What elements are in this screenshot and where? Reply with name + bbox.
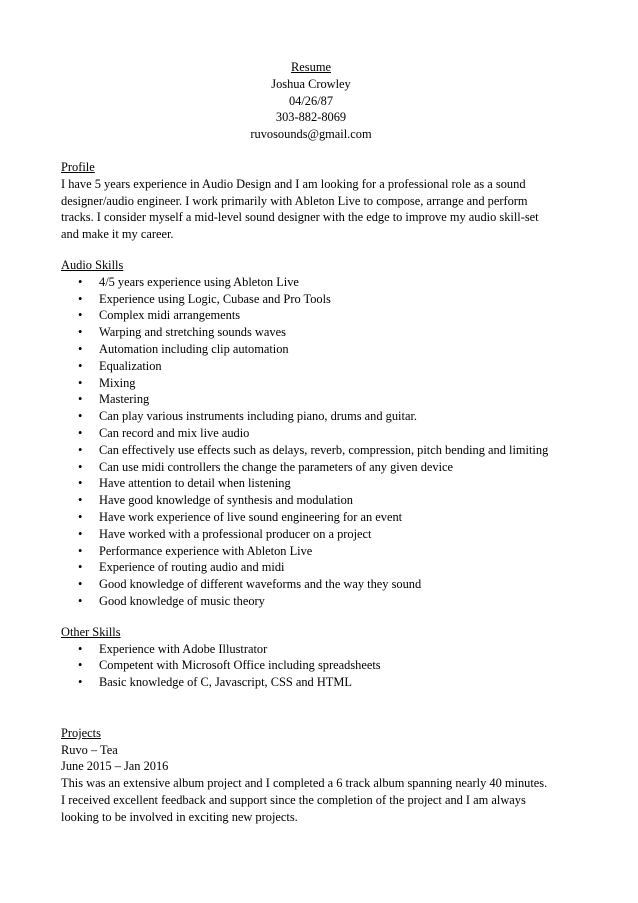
list-item [61,442,581,459]
bullet-icon: • [78,409,83,424]
list-item [61,391,581,408]
list-item-text: Complex midi arrangements [99,308,241,323]
list-item-text: Performance experience with Ableton Live [99,543,313,558]
list-item [61,341,581,358]
bullet-icon: • [78,291,83,306]
profile-line: and make it my career. [61,227,174,242]
list-item-text: Have worked with a professional producer on a project [99,526,372,541]
bullet-icon: • [78,509,83,524]
bullet-icon: • [78,526,83,541]
list-item-text: Equalization [99,358,162,373]
bullet-icon: • [78,593,83,608]
list-item [61,408,581,425]
list-item [61,559,581,576]
list-item-text: Automation including clip automation [99,341,289,356]
list-item-text: Can play various instruments including piano, drums and guitar. [99,409,417,424]
candidate-name: Joshua Crowley [271,76,351,91]
list-item-text: Experience using Logic, Cubase and Pro Tools [99,291,331,306]
bullet-icon: • [78,274,83,289]
list-item [61,274,581,291]
profile-line: tracks. I consider myself a mid-level sound designer with the edge to improve my audio skill-set [61,210,539,225]
resume-header [61,59,561,143]
project-description [61,775,571,825]
profile-line: designer/audio engineer. I work primarily with Ableton Live to compose, arrange and perform [61,193,528,208]
list-item [61,543,581,560]
list-item [61,641,581,658]
candidate-date: 04/26/87 [288,93,334,108]
list-item [61,657,581,674]
bullet-icon: • [78,459,83,474]
list-item [61,492,581,509]
list-item [61,674,581,691]
document-title: Resume [291,60,331,74]
list-item [61,291,581,308]
list-item [61,576,581,593]
other-skills-heading: Other Skills [61,624,121,639]
project-name: Ruvo – Tea [61,742,118,757]
project-line: looking to be involved in exciting new projects. [61,809,298,824]
list-item-text: Mastering [99,392,150,407]
bullet-icon: • [78,675,83,690]
bullet-icon: • [78,560,83,575]
project-line: This was an extensive album project and I completed a 6 track album spanning nearly 40 minutes. [61,776,548,791]
bullet-icon: • [78,476,83,491]
list-item-text: Can record and mix live audio [99,425,250,440]
bullet-icon: • [78,341,83,356]
list-item-text: Competent with Microsoft Office including spreadsheets [99,658,381,673]
project-dates: June 2015 – Jan 2016 [61,759,169,774]
bullet-icon: • [78,392,83,407]
list-item [61,459,581,476]
bullet-icon: • [78,493,83,508]
project-line: I received excellent feedback and support since the completion of the project and I am always [61,793,526,808]
bullet-icon: • [78,442,83,457]
bullet-icon: • [78,658,83,673]
bullet-icon: • [78,577,83,592]
resume-page [61,59,581,826]
bullet-icon: • [78,375,83,390]
list-item [61,509,581,526]
list-item-text: Have attention to detail when listening [99,476,291,491]
list-item-text: Basic knowledge of C, Javascript, CSS and HTML [99,675,352,690]
projects-heading: Projects [61,725,101,740]
list-item [61,324,581,341]
list-item-text: Warping and stretching sounds waves [99,325,286,340]
candidate-email: ruvosounds@gmail.com [250,127,372,142]
list-item-text: Experience of routing audio and midi [99,560,285,575]
list-item-text: Have work experience of live sound engineering for an event [99,509,403,524]
profile-heading: Profile [61,159,95,174]
list-item-text: Have good knowledge of synthesis and modulation [99,493,353,508]
profile-line: I have 5 years experience in Audio Design and I am looking for a professional role as a sound [61,176,526,191]
list-item-text: Good knowledge of different waveforms and the way they sound [99,577,422,592]
list-item-text: Can effectively use effects such as delays, reverb, compression, pitch bending and limiting [99,442,549,457]
list-item-text: Good knowledge of music theory [99,593,265,608]
list-item [61,307,581,324]
list-item [61,375,581,392]
candidate-phone: 303-882-8069 [275,110,347,125]
list-item [61,425,581,442]
list-item-text: 4/5 years experience using Ableton Live [99,274,299,289]
list-item-text: Mixing [99,375,136,390]
bullet-icon: • [78,308,83,323]
list-item [61,475,581,492]
audio-skills-list [61,274,581,610]
list-item [61,358,581,375]
audio-skills-heading: Audio Skills [61,257,124,272]
bullet-icon: • [78,358,83,373]
list-item [61,526,581,543]
other-skills-list [61,641,581,691]
list-item-text: Can use midi controllers the change the parameters of any given device [99,459,454,474]
bullet-icon: • [78,425,83,440]
bullet-icon: • [78,325,83,340]
list-item-text: Experience with Adobe Illustrator [99,641,268,656]
bullet-icon: • [78,543,83,558]
list-item [61,593,581,610]
bullet-icon: • [78,641,83,656]
profile-text [61,176,571,243]
